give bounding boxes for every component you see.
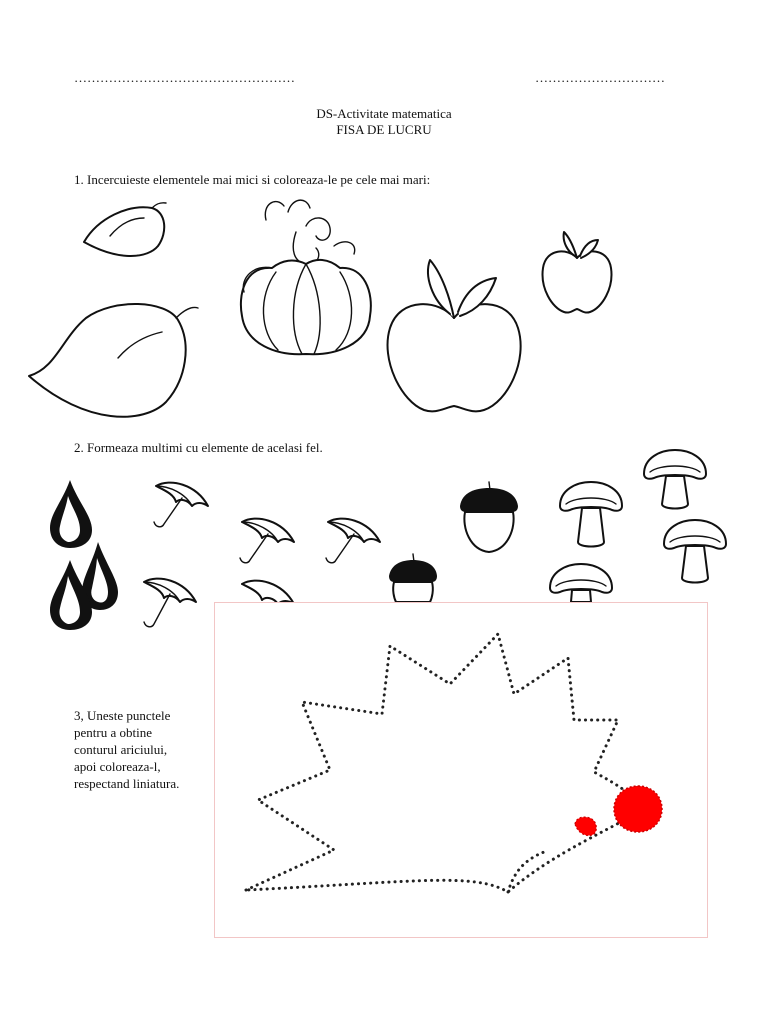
- umbrella-icon: [236, 574, 296, 604]
- big-leaf-icon: [26, 298, 201, 430]
- activity-title: DS-Activitate matematica: [316, 106, 452, 121]
- umbrella-icon: [150, 476, 212, 532]
- mushroom-icon: [546, 562, 616, 602]
- umbrella-icon: [236, 512, 298, 568]
- small-apple-icon: [540, 228, 614, 314]
- hedgehog-dotted-outline: [214, 602, 708, 938]
- exercise-3-line-1: 3, Uneste punctele: [74, 708, 171, 723]
- mushroom-icon: [556, 480, 626, 552]
- name-dotted-line: ……………………………………………: [74, 70, 295, 85]
- exercise-2-instruction: 2. Formeaza multimi cu elemente de acelasi fel.: [74, 440, 323, 455]
- mushroom-icon: [640, 448, 710, 514]
- exercise-3-line-5: respectand liniatura.: [74, 776, 180, 791]
- date-dotted-line: …………………………: [535, 70, 665, 85]
- drop-icon: [48, 558, 94, 632]
- exercise-3-line-4: apoi coloreaza-l,: [74, 759, 161, 774]
- mushroom-icon: [660, 518, 730, 588]
- small-leaf-icon: [80, 200, 170, 265]
- hedgehog-eye: [572, 814, 600, 838]
- pumpkin-icon: [236, 192, 376, 360]
- exercise-1-instruction: 1. Incercuieste elementele mai mici si coloreaza-le pe cele mai mari:: [74, 172, 431, 187]
- umbrella-icon: [138, 572, 200, 632]
- umbrella-icon: [322, 512, 384, 568]
- acorn-icon: [456, 480, 522, 556]
- hedgehog-nose: [612, 784, 664, 834]
- acorn-icon: [386, 552, 440, 602]
- worksheet-title: FISA DE LUCRU: [336, 122, 432, 137]
- big-apple-icon: [384, 256, 524, 416]
- exercise-3-line-3: conturul ariciului,: [74, 742, 168, 757]
- exercise-3-line-2: pentru a obtine: [74, 725, 152, 740]
